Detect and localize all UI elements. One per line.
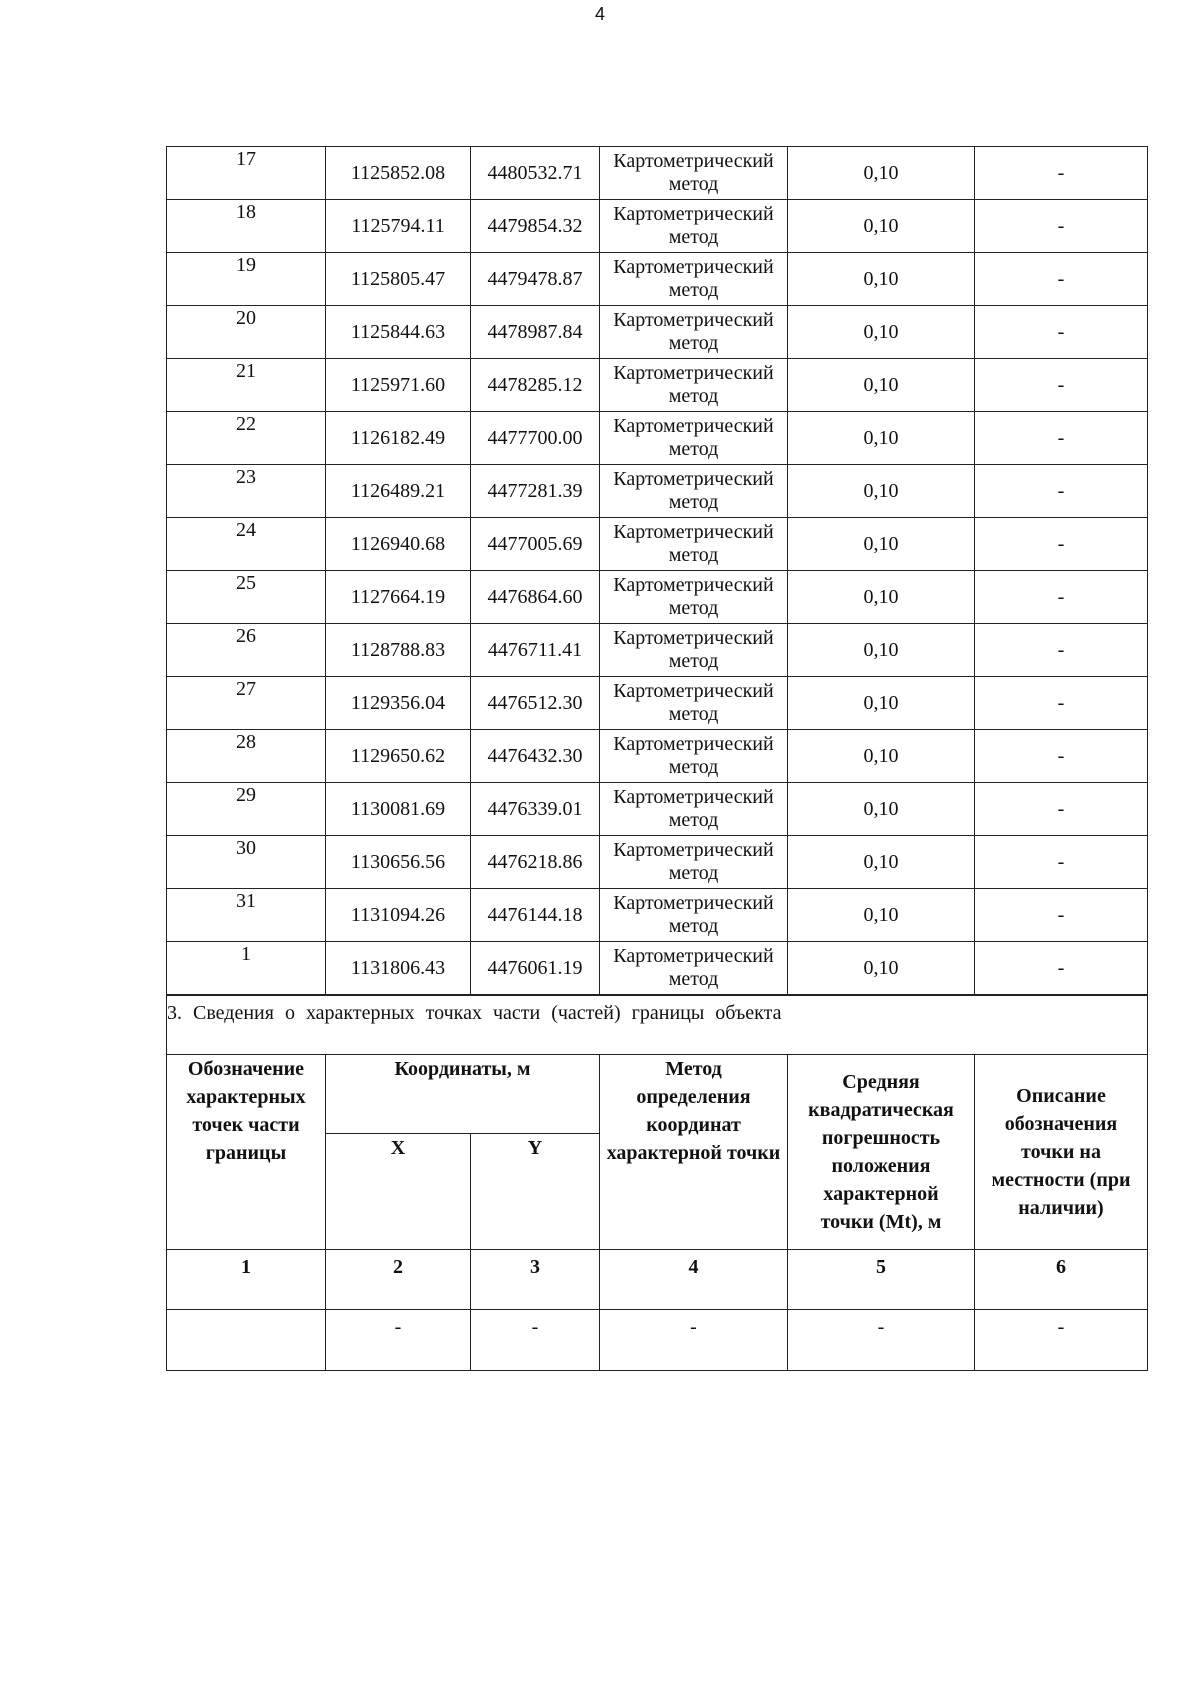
method-line: Картометрический	[613, 786, 774, 808]
header-mt-line: положения	[831, 1155, 931, 1177]
coordinate-y: 4476218.86	[471, 836, 600, 889]
coordinate-y: 4478285.12	[471, 359, 600, 412]
mean-square-error: 0,10	[788, 465, 975, 518]
coordinate-y: 4476432.30	[471, 730, 600, 783]
method	[600, 677, 788, 730]
coordinate-y: 4477005.69	[471, 518, 600, 571]
mean-square-error: 0,10	[788, 677, 975, 730]
table-row	[167, 200, 1148, 253]
coordinate-y: 4476144.18	[471, 889, 600, 942]
mean-square-error: 0,10	[788, 836, 975, 889]
column-number: 4	[600, 1250, 788, 1310]
mean-square-error: 0,10	[788, 518, 975, 571]
header-description-line: Описание	[1016, 1085, 1106, 1107]
method-line: Картометрический	[613, 309, 774, 331]
empty-cell: -	[600, 1310, 788, 1371]
method-line: Картометрический	[613, 415, 774, 437]
coordinate-y: 4479854.32	[471, 200, 600, 253]
coordinate-x: 1125844.63	[326, 306, 471, 359]
header-description-line: точки на	[1021, 1141, 1101, 1163]
coordinate-x: 1125852.08	[326, 147, 471, 200]
point-number: 21	[167, 359, 326, 412]
table-row	[167, 359, 1148, 412]
point-description: -	[975, 836, 1148, 889]
column-numbers-row	[167, 1250, 1148, 1310]
coordinate-x: 1125805.47	[326, 253, 471, 306]
method	[600, 147, 788, 200]
method-line: Картометрический	[613, 256, 774, 278]
mean-square-error: 0,10	[788, 147, 975, 200]
point-description: -	[975, 783, 1148, 836]
table-row	[167, 624, 1148, 677]
point-rows	[167, 147, 1148, 996]
method	[600, 465, 788, 518]
coordinate-x: 1130656.56	[326, 836, 471, 889]
point-number: 18	[167, 200, 326, 253]
method-line: метод	[668, 703, 719, 725]
point-description: -	[975, 518, 1148, 571]
point-description: -	[975, 571, 1148, 624]
mean-square-error: 0,10	[788, 253, 975, 306]
mean-square-error: 0,10	[788, 730, 975, 783]
method-line: метод	[668, 544, 719, 566]
mean-square-error: 0,10	[788, 306, 975, 359]
empty-cell	[167, 1310, 326, 1371]
point-number: 24	[167, 518, 326, 571]
column-number: 1	[167, 1250, 326, 1310]
empty-cell: -	[326, 1310, 471, 1371]
empty-cell: -	[471, 1310, 600, 1371]
header-x: X	[326, 1134, 471, 1250]
point-description: -	[975, 889, 1148, 942]
coordinate-x: 1126940.68	[326, 518, 471, 571]
column-number: 3	[471, 1250, 600, 1310]
table-row	[167, 836, 1148, 889]
coordinate-x: 1131094.26	[326, 889, 471, 942]
header-description-line: местности (при	[991, 1169, 1131, 1191]
section3-title: 3. Сведения о характерных точках части (частей) границы объекта	[167, 995, 1148, 1055]
method	[600, 412, 788, 465]
method-line: Картометрический	[613, 892, 774, 914]
table-row	[167, 306, 1148, 359]
coordinate-x: 1125794.11	[326, 200, 471, 253]
method-line: Картометрический	[613, 521, 774, 543]
header-method-line: Метод	[665, 1058, 722, 1080]
method-line: метод	[668, 597, 719, 619]
table-row	[167, 942, 1148, 996]
header-designation	[167, 1055, 326, 1250]
coordinate-y: 4477281.39	[471, 465, 600, 518]
coordinate-x: 1125971.60	[326, 359, 471, 412]
coordinate-x: 1129356.04	[326, 677, 471, 730]
coordinate-y: 4476711.41	[471, 624, 600, 677]
mean-square-error: 0,10	[788, 359, 975, 412]
header-designation-line: характерных	[186, 1086, 306, 1108]
header-description-line: обозначения	[1004, 1113, 1118, 1135]
point-number: 22	[167, 412, 326, 465]
mean-square-error: 0,10	[788, 942, 975, 996]
method-line: Картометрический	[613, 150, 774, 172]
method-line: метод	[668, 438, 719, 460]
table-row	[167, 571, 1148, 624]
coordinate-y: 4477700.00	[471, 412, 600, 465]
mean-square-error: 0,10	[788, 200, 975, 253]
method	[600, 359, 788, 412]
coordinate-y: 4476061.19	[471, 942, 600, 996]
point-number: 19	[167, 253, 326, 306]
method-line: метод	[668, 279, 719, 301]
table-row	[167, 783, 1148, 836]
table-row	[167, 465, 1148, 518]
coordinate-x: 1126182.49	[326, 412, 471, 465]
point-number: 1	[167, 942, 326, 996]
header-method-line: характерной точки	[606, 1142, 781, 1164]
method-line: Картометрический	[613, 733, 774, 755]
point-number: 26	[167, 624, 326, 677]
header-y: Y	[471, 1134, 600, 1250]
header-mt-line: характерной	[823, 1183, 939, 1205]
header-mt-line: погрешность	[821, 1127, 941, 1149]
method-line: Картометрический	[613, 203, 774, 225]
point-description: -	[975, 465, 1148, 518]
coordinate-x: 1128788.83	[326, 624, 471, 677]
header-mt-line: Средняя	[842, 1071, 920, 1093]
table-row	[167, 147, 1148, 200]
point-number: 29	[167, 783, 326, 836]
method-line: метод	[668, 491, 719, 513]
table-row	[167, 412, 1148, 465]
point-number: 27	[167, 677, 326, 730]
coordinate-y: 4476339.01	[471, 783, 600, 836]
point-number: 20	[167, 306, 326, 359]
coordinate-x: 1127664.19	[326, 571, 471, 624]
point-number: 25	[167, 571, 326, 624]
coordinate-x: 1129650.62	[326, 730, 471, 783]
coordinate-y: 4478987.84	[471, 306, 600, 359]
point-number: 28	[167, 730, 326, 783]
header-mt-line: точки (Mt), м	[820, 1211, 942, 1233]
method	[600, 624, 788, 677]
method-line: Картометрический	[613, 627, 774, 649]
coordinate-y: 4480532.71	[471, 147, 600, 200]
table-row	[167, 677, 1148, 730]
column-number: 5	[788, 1250, 975, 1310]
point-description: -	[975, 253, 1148, 306]
mean-square-error: 0,10	[788, 889, 975, 942]
header-mt	[788, 1055, 975, 1250]
mean-square-error: 0,10	[788, 624, 975, 677]
coordinate-y: 4476864.60	[471, 571, 600, 624]
mean-square-error: 0,10	[788, 783, 975, 836]
method	[600, 889, 788, 942]
table-row	[167, 518, 1148, 571]
point-number: 23	[167, 465, 326, 518]
point-description: -	[975, 412, 1148, 465]
method	[600, 783, 788, 836]
method	[600, 518, 788, 571]
column-number: 6	[975, 1250, 1148, 1310]
method-line: метод	[668, 862, 719, 884]
point-description: -	[975, 306, 1148, 359]
point-number: 30	[167, 836, 326, 889]
method-line: метод	[668, 756, 719, 778]
header-method	[600, 1055, 788, 1250]
point-description: -	[975, 147, 1148, 200]
header-coordinates: Координаты, м	[326, 1055, 600, 1134]
point-description: -	[975, 359, 1148, 412]
method	[600, 253, 788, 306]
table-row	[167, 253, 1148, 306]
page-number: 4	[594, 4, 605, 24]
column-number: 2	[326, 1250, 471, 1310]
coordinate-x: 1130081.69	[326, 783, 471, 836]
empty-cell: -	[975, 1310, 1148, 1371]
point-number: 17	[167, 147, 326, 200]
point-description: -	[975, 730, 1148, 783]
coordinate-y: 4479478.87	[471, 253, 600, 306]
point-description: -	[975, 200, 1148, 253]
empty-cell: -	[788, 1310, 975, 1371]
section3	[167, 995, 1148, 1371]
mean-square-error: 0,10	[788, 412, 975, 465]
method-line: Картометрический	[613, 468, 774, 490]
method-line: Картометрический	[613, 680, 774, 702]
header-designation-line: Обозначение	[187, 1058, 305, 1080]
method-line: метод	[668, 915, 719, 937]
header-mt-line: квадратическая	[808, 1099, 954, 1121]
method-line: Картометрический	[613, 839, 774, 861]
method-line: Картометрический	[613, 362, 774, 384]
method-line: метод	[668, 809, 719, 831]
method	[600, 200, 788, 253]
table-row	[167, 730, 1148, 783]
method	[600, 571, 788, 624]
coordinate-x: 1131806.43	[326, 942, 471, 996]
method	[600, 730, 788, 783]
method-line: метод	[668, 385, 719, 407]
method	[600, 942, 788, 996]
method-line: метод	[668, 173, 719, 195]
method-line: метод	[668, 650, 719, 672]
mean-square-error: 0,10	[788, 571, 975, 624]
method-line: Картометрический	[613, 945, 774, 967]
header-description-line: наличии)	[1018, 1197, 1104, 1219]
coordinate-y: 4476512.30	[471, 677, 600, 730]
header-designation-line: границы	[205, 1142, 287, 1164]
point-number: 31	[167, 889, 326, 942]
method	[600, 836, 788, 889]
header-method-line: координат	[646, 1114, 741, 1136]
table-row	[167, 889, 1148, 942]
method-line: метод	[668, 968, 719, 990]
empty-data-row	[167, 1310, 1148, 1371]
method-line: метод	[668, 226, 719, 248]
header-method-line: определения	[636, 1086, 751, 1108]
point-description: -	[975, 624, 1148, 677]
method-line: Картометрический	[613, 574, 774, 596]
header-description	[975, 1055, 1148, 1250]
boundary-points-table	[166, 146, 1148, 1371]
method-line: метод	[668, 332, 719, 354]
coordinate-x: 1126489.21	[326, 465, 471, 518]
point-description: -	[975, 677, 1148, 730]
method	[600, 306, 788, 359]
point-description: -	[975, 942, 1148, 996]
header-designation-line: точек части	[192, 1114, 300, 1136]
